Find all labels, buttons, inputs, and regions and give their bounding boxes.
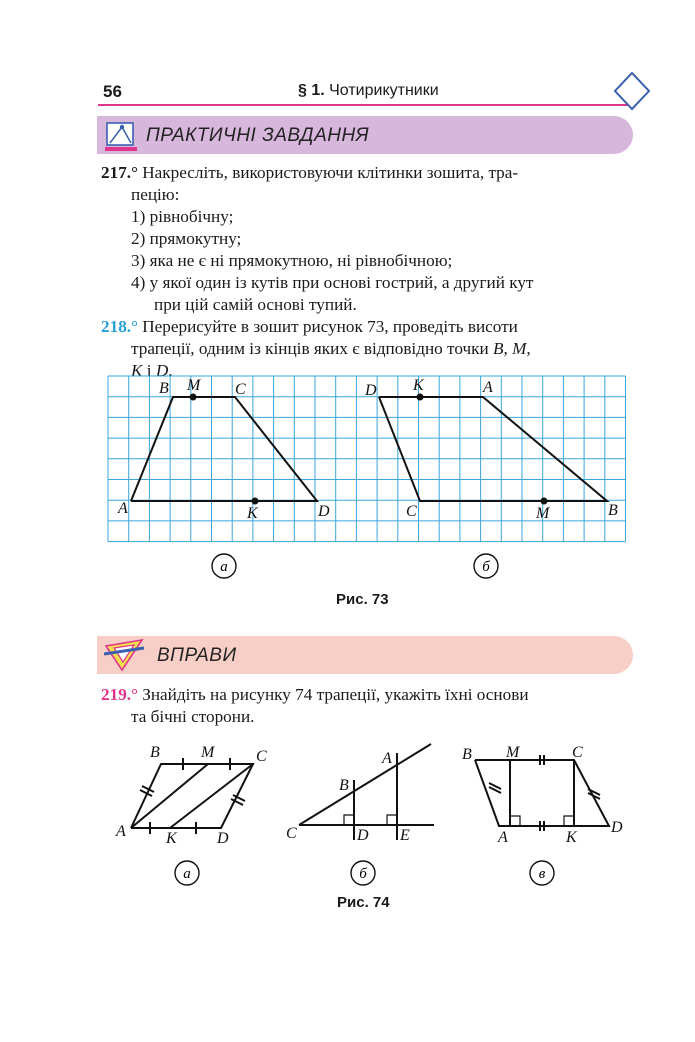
trapezoid-left [131, 397, 317, 501]
label-a: A [118, 500, 128, 517]
task-217-item-1: 1) рівнобічну; [131, 207, 234, 226]
fig74-c-label-d: D [611, 819, 623, 836]
fig74-c-label-k: K [566, 829, 577, 846]
label-a-right: A [483, 379, 493, 396]
diamond-icon [612, 70, 652, 112]
label-m: M [187, 377, 201, 394]
task-217 [101, 162, 518, 184]
task-217-item-4: 4) у якої один із кутів при основі гострий, а другий кут [131, 273, 534, 292]
drafting-tools-icon [104, 119, 140, 153]
figure-73-caption: Рис. 73 [336, 591, 389, 608]
section-name: Чотирикутники [329, 82, 439, 99]
task-219-line-1: Знайдіть на рисунку 74 трапеції, укажіть їхні основи [142, 685, 529, 704]
label-c: C [235, 381, 246, 398]
fig74-a-label-m: M [201, 744, 215, 761]
point-m-dot [190, 394, 197, 401]
fig73-label-b: б [482, 559, 490, 575]
task-218-line-2-text: трапеції, одним із кінців яких є відповідно точки [131, 339, 489, 358]
fig74-b-shape [299, 744, 434, 840]
label-b: B [159, 380, 169, 397]
label-b-right: B [608, 502, 618, 519]
task-217-number: 217.° [101, 163, 138, 182]
point-k: K [131, 361, 143, 380]
point-m: M [512, 339, 527, 358]
label-d: D [318, 503, 330, 520]
section-number: § 1. [298, 82, 325, 99]
label-k: K [247, 505, 258, 522]
exercises-banner-title: ВПРАВИ [157, 645, 237, 666]
fig74-label-b: б [359, 866, 367, 882]
fig74-a-label-a: A [116, 823, 126, 840]
fig74-a-shape [131, 758, 253, 834]
fig74-c-label-c: C [572, 744, 583, 761]
fig74-c-label-b: B [462, 746, 472, 763]
point-k-dot-right [417, 394, 424, 401]
task-218-line-1: Перерисуйте в зошит рисунок 73, проведіть висоти [142, 317, 518, 336]
task-217-text-2: пецію: [131, 185, 180, 204]
point-k-dot [252, 498, 259, 505]
figure-73 [100, 372, 630, 617]
period: . [168, 361, 173, 380]
practical-banner-title: ПРАКТИЧНІ ЗАВДАННЯ [146, 125, 370, 146]
figure-74 [100, 735, 640, 895]
page-number: 56 [103, 82, 122, 101]
task-219-line-2: та бічні сторони. [131, 707, 255, 726]
figure-74-caption: Рис. 74 [337, 894, 390, 911]
point-b: B [492, 339, 504, 358]
task-217-item-2: 2) прямокутну; [131, 229, 242, 248]
ruler-triangle-icon [102, 636, 146, 674]
comma: , [503, 339, 508, 358]
section-title [298, 82, 439, 100]
task-218-number: 218.° [101, 317, 138, 336]
fig74-b-label-b: B [339, 777, 349, 794]
point-m-dot-right [541, 498, 548, 505]
fig74-b-label-d: D [357, 827, 369, 844]
comma: , [526, 339, 531, 358]
fig74-c-label-a: A [498, 829, 508, 846]
label-m-right: M [536, 505, 550, 522]
fig74-c-label-m: M [506, 744, 520, 761]
task-219 [101, 684, 529, 706]
task-217-item-3: 3) яка не є ні прямокутною, ні рівнобічною; [131, 251, 453, 270]
trapezoid-right [379, 397, 607, 501]
task-218-line-2 [131, 338, 531, 360]
task-217-item-4-cont: при цій самій основі тупий. [154, 295, 357, 314]
header-rule [98, 104, 631, 106]
conjunction: і [146, 361, 152, 380]
label-d-right: D [365, 382, 377, 399]
fig74-b-label-e: E [400, 827, 410, 844]
label-c-right: C [406, 503, 417, 520]
fig73-label-a: а [220, 559, 228, 575]
fig74-label-a: а [183, 866, 191, 882]
fig74-a-label-c: C [256, 748, 267, 765]
fig74-a-label-b: B [150, 744, 160, 761]
task-217-text-1: Накресліть, використовуючи клітинки зошита, тра- [142, 163, 519, 182]
fig74-a-label-k: K [166, 830, 177, 847]
task-218 [101, 316, 518, 338]
fig74-a-label-d: D [217, 830, 229, 847]
point-d: D [155, 361, 169, 380]
fig74-c-shape [475, 755, 609, 831]
fig74-b-label-a: A [382, 750, 392, 767]
fig74-b-label-c: C [286, 825, 297, 842]
fig74-label-c: в [538, 866, 546, 882]
task-219-number: 219.° [101, 685, 138, 704]
label-k-right: K [413, 377, 424, 394]
